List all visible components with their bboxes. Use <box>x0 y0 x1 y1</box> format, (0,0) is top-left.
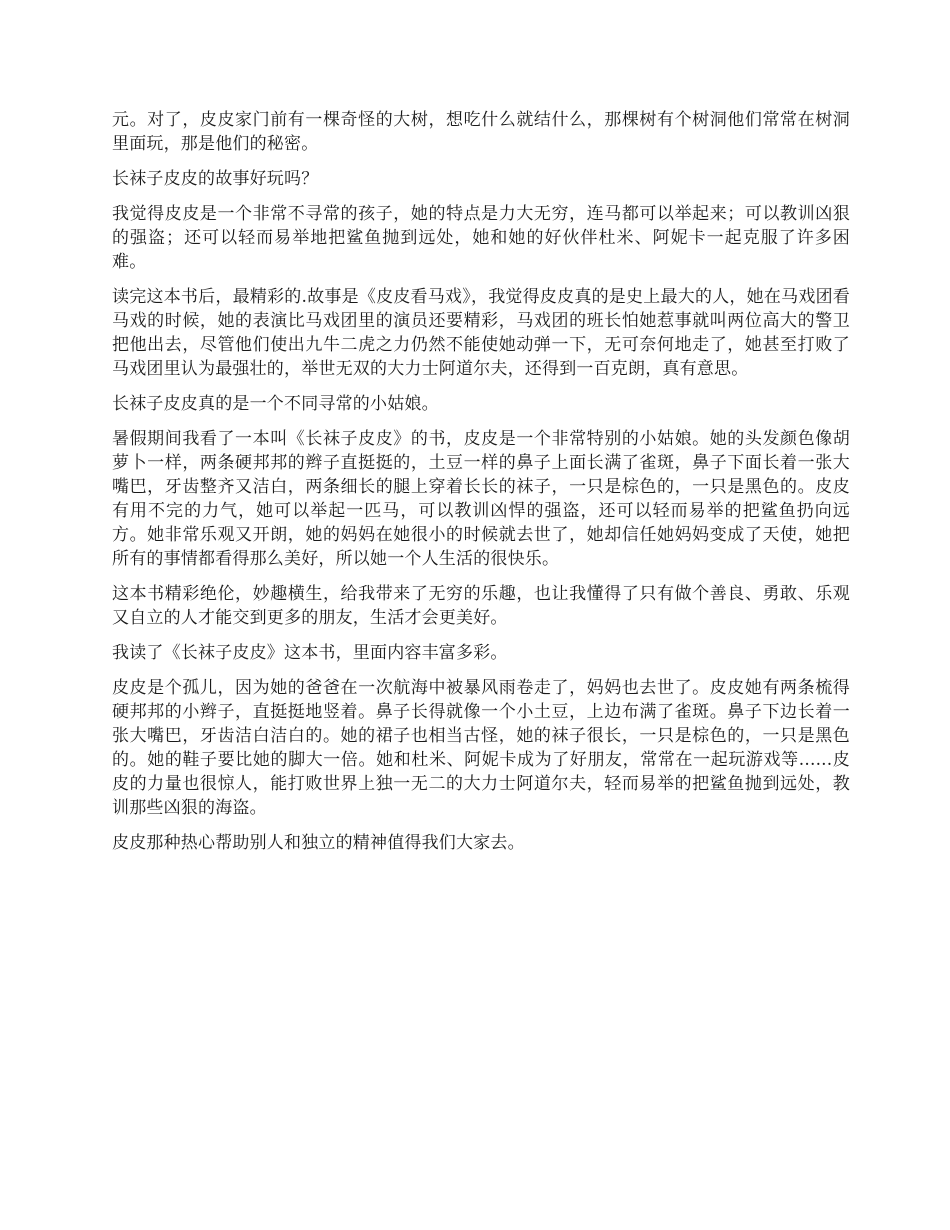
paragraph-2: 长袜子皮皮的故事好玩吗？ <box>112 169 319 189</box>
paragraph-7: 这本书精彩绝伦，妙趣横生，给我带来了无穷的乐趣，也让我懂得了只有做个善良、勇敢、乐观又自立的人才能交到更多的朋友，生活才会更美好。 <box>112 584 850 628</box>
paragraph-9: 皮皮是个孤儿，因为她的爸爸在一次航海中被暴风雨卷走了，妈妈也去世了。皮皮她有两条梳得硬邦邦的小辫子，直挺挺地竖着。鼻子长得就像一个小土豆，上边布满了雀斑。鼻子下边长着一张大嘴巴，牙齿洁白洁白的。她的裙子也相当古怪，她的袜子很长，一只是棕色的，一只是黑色的。她的鞋子要比她的脚大一倍。她和杜米、阿妮卡成为了好朋友，常常在一起玩游戏等......皮皮的力量也很惊人，能打败世界上独一无二的大力士阿道尔夫，轻而易举的把鲨鱼抛到远处，教训那些凶狠的海盗。 <box>112 678 850 818</box>
paragraph-1: 元。对了，皮皮家门前有一棵奇怪的大树，想吃什么就结什么，那棵树有个树洞他们常常在树洞里面玩，那是他们的秘密。 <box>112 110 850 154</box>
paragraph-5: 长袜子皮皮真的是一个不同寻常的小姑娘。 <box>112 394 439 414</box>
paragraph-10: 皮皮那种热心帮助别人和独立的精神值得我们大家去。 <box>112 833 525 853</box>
paragraph-8: 我读了《长袜子皮皮》这本书，里面内容丰富多彩。 <box>112 643 508 663</box>
paragraph-4: 读完这本书后，最精彩的.故事是《皮皮看马戏》，我觉得皮皮真的是史上最大的人，她在马戏团看马戏的时候，她的表演比马戏团里的演员还要精彩，马戏团的班长怕她惹事就叫两位高大的警卫把他出去，尽管他们使出九牛二虎之力仍然不能使她动弹一下，无可奈何地走了，她甚至打败了马戏团里认为最强壮的，举世无双的大力士阿道尔夫，还得到一百克朗，真有意思。 <box>112 287 850 379</box>
paragraph-6: 暑假期间我看了一本叫《长袜子皮皮》的书，皮皮是一个非常特别的小姑娘。她的头发颜色像胡萝卜一样，两条硬邦邦的辫子直挺挺的，土豆一样的鼻子上面长满了雀斑，鼻子下面长着一张大嘴巴，牙齿整齐又洁白，两条细长的腿上穿着长长的袜子，一只是棕色的，一只是黑色的。皮皮有用不完的力气，她可以举起一匹马，可以教训凶悍的强盗，还可以轻而易举的把鲨鱼扔向远方。她非常乐观又开朗，她的妈妈在她很小的时候就去世了，她却信任她妈妈变成了天使，她把所有的事情都看得那么美好，所以她一个人生活的很快乐。 <box>112 429 850 569</box>
paragraph-3: 我觉得皮皮是一个非常不寻常的孩子，她的特点是力大无穷，连马都可以举起来；可以教训凶狠的强盗；还可以轻而易举地把鲨鱼抛到远处，她和她的好伙伴杜米、阿妮卡一起克服了许多困难。 <box>112 204 850 272</box>
